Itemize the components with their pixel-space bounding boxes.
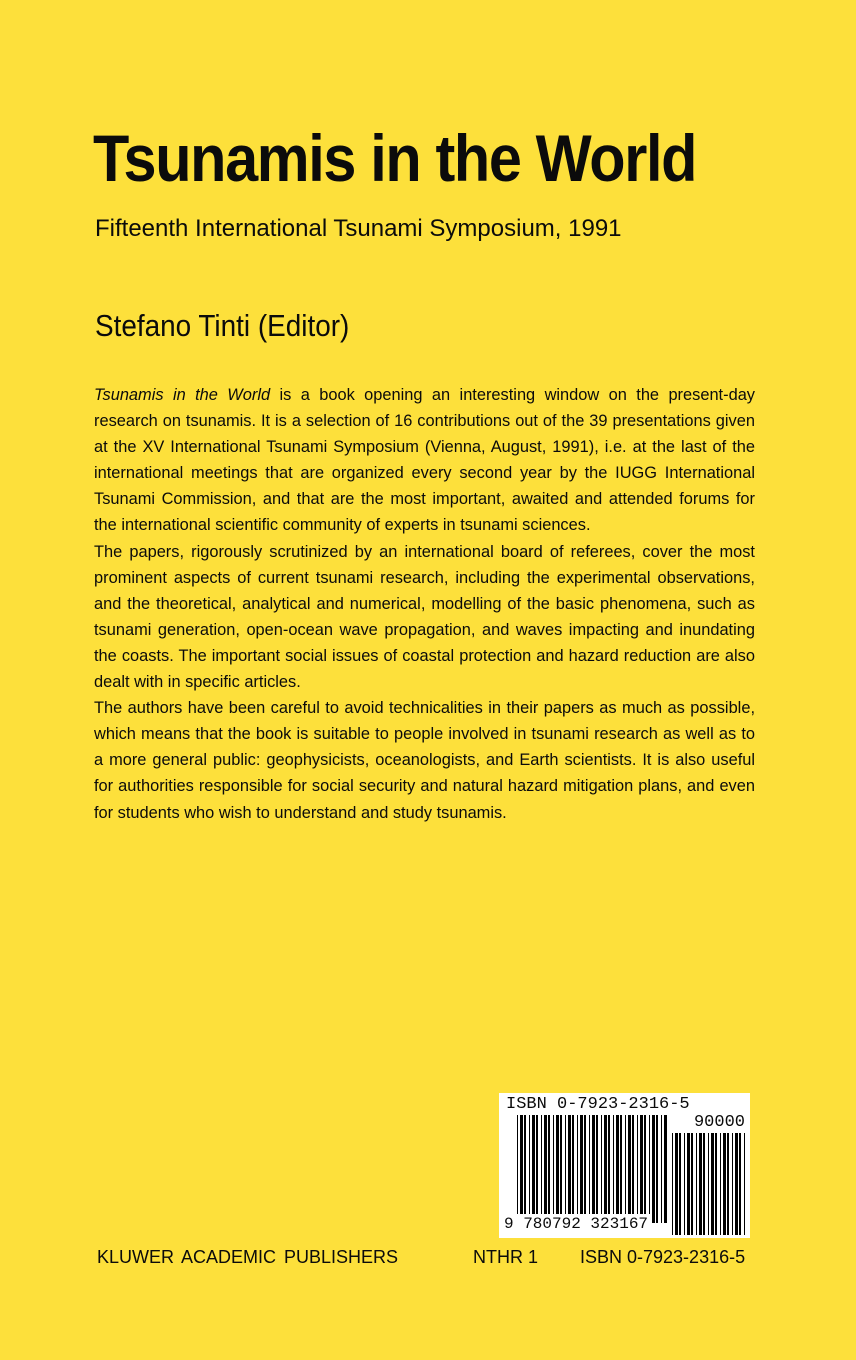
barcode-bar [652,1115,655,1223]
blurb-paragraph-1 [94,382,755,539]
series-code: NTHR 1 [473,1247,539,1267]
barcode-bar [661,1115,662,1223]
barcode-bar [720,1133,721,1235]
barcode-addon-digits: 90000 [693,1113,745,1132]
book-subtitle: Fifteenth International Tsunami Symposium, 1991 [95,215,622,242]
barcode-bar [613,1115,614,1223]
barcode-bar [568,1115,571,1223]
barcode-bar [520,1115,523,1223]
barcode-bar [684,1133,685,1235]
barcode-bar [589,1115,590,1223]
barcode-bar [727,1133,729,1235]
barcode-bar [553,1115,554,1223]
blurb-paragraph-1-text: is a book opening an interesting window on the present-day research on tsunamis. It is a selection of 16 contributions out of the 39 presentations given at the XV International Tsunami Symposium (Vienna, August, 1991), i.e. at the last of the international meetings that are organized every second year by the IUGG International Tsunami Commission, and that are the most important, awaited and attended forums for the international scientific community of experts in tsunami sciences. [94,386,756,535]
barcode-bar [711,1133,714,1235]
barcode-bar [556,1115,559,1223]
barcode-bar [656,1115,658,1223]
barcode-bar [577,1115,578,1223]
barcode-bar [715,1133,717,1235]
barcode-bar [548,1115,550,1223]
barcode-bar [625,1115,626,1223]
barcode-bar [703,1133,705,1235]
barcode-bar [616,1115,619,1223]
publisher-name: KLUWER ACADEMIC PUBLISHERS [97,1247,399,1267]
barcode-bar [744,1133,745,1235]
barcode-bar [640,1115,643,1223]
barcode-bar [580,1115,583,1223]
barcode-bar [739,1133,741,1235]
book-title: Tsunamis in the World [93,121,697,195]
barcode-bar [517,1115,518,1223]
barcode-bar [637,1115,638,1223]
barcode-bar [541,1115,542,1223]
blurb-title-italic: Tsunamis in the World [94,386,271,404]
barcode-bar [672,1133,673,1235]
barcode-bar [696,1133,697,1235]
barcode-ean-digits: 9 780792 323167 [504,1215,649,1233]
barcode-bar [675,1133,678,1235]
barcode-bar [679,1133,681,1235]
barcode-isbn-label: ISBN 0-7923-2316-5 [506,1095,690,1114]
barcode-bar [544,1115,547,1223]
isbn-barcode [499,1093,750,1238]
barcode-bar [572,1115,574,1223]
barcode-bar [529,1115,530,1223]
barcode-bar [608,1115,610,1223]
blurb-paragraph-2: The papers, rigorously scrutinized by an international board of referees, cover the most prominent aspects of current tsunami research, including the experimental observations, and the theoretical, analytical and numerical, modelling of the basic phenomena, such as tsunami generation, open-ocean wave propagation, and waves impacting and inundating the coasts. The important social issues of coastal protection and hazard reduction are also dealt with in specific articles. [94,542,755,692]
barcode-bar [560,1115,562,1223]
barcode-bar [620,1115,622,1223]
barcode-bar [723,1133,726,1235]
barcode-bar [584,1115,586,1223]
barcode-bar [708,1133,709,1235]
barcode-bar [601,1115,602,1223]
barcode-bar [524,1115,526,1223]
book-editor: Stefano Tinti (Editor) [95,308,350,343]
blurb-text [94,382,755,826]
cover-footer [0,1245,856,1271]
barcode-bar [691,1133,693,1235]
barcode-bar [644,1115,646,1223]
barcode-bar [699,1133,702,1235]
barcode-bar [565,1115,566,1223]
barcode-bar [536,1115,538,1223]
barcode-bar [592,1115,595,1223]
barcode-bar [604,1115,607,1223]
blurb-paragraph-3: The authors have been careful to avoid technicalities in their papers as much as possible, which means that the book is suitable to people involved in tsunami research as well as to a more general public: geophysicists, oceanologists, and Earth scientists. It is also useful for authorities responsible for social security and natural hazard mitigation plans, and even for students who wish to understand and study tsunamis. [94,699,755,822]
barcode-bar [664,1115,667,1223]
barcode-bar [628,1115,631,1223]
barcode-bar [596,1115,598,1223]
barcode-bar [735,1133,738,1235]
barcode-bar [649,1115,650,1223]
footer-isbn: ISBN 0-7923-2316-5 [580,1247,746,1267]
barcode-bar [732,1133,733,1235]
barcode-bar [532,1115,535,1223]
barcode-bar [687,1133,690,1235]
barcode-bar [632,1115,634,1223]
